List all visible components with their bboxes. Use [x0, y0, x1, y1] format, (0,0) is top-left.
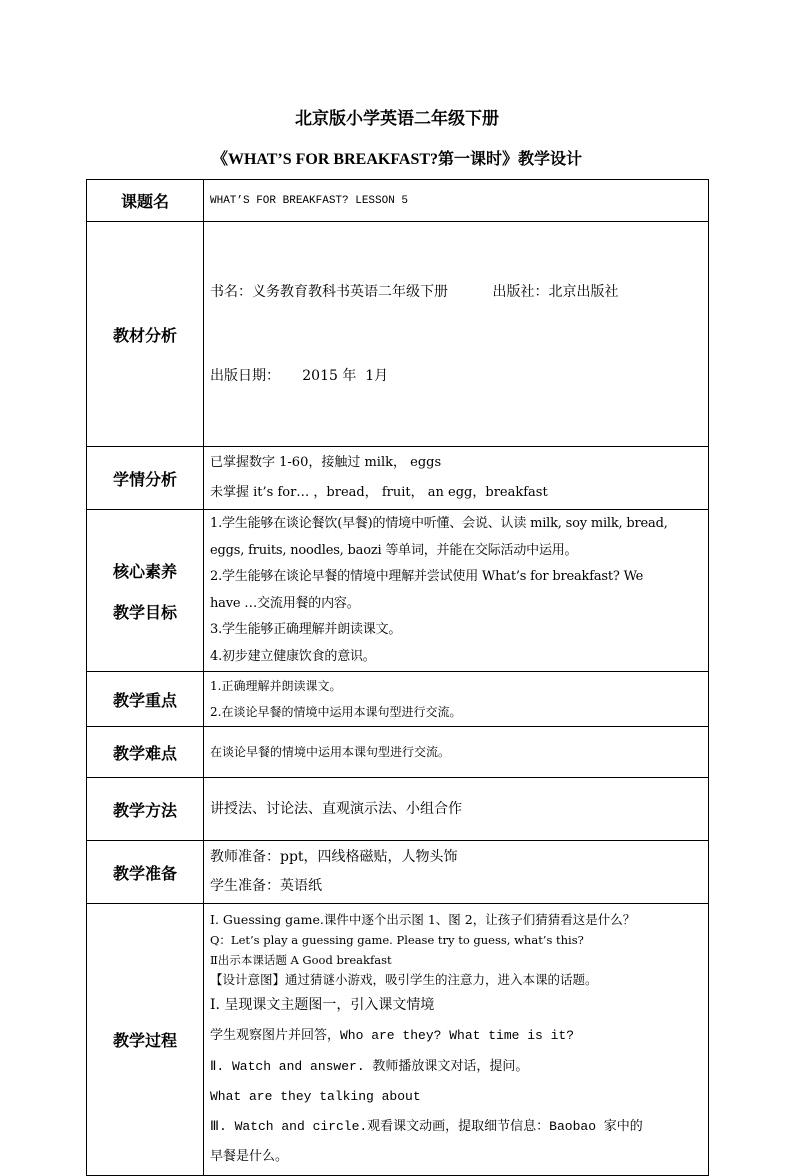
- row-label: 课题名: [87, 180, 204, 222]
- table-row: [87, 904, 709, 1176]
- row-label: 教学重点: [87, 672, 204, 727]
- row-content: 书名：义务教育教科书英语二年级下册 出版社：北京出版社 出版日期： 2015 年 1月: [204, 222, 709, 447]
- row-content: 讲授法、讨论法、直观演示法、小组合作: [204, 778, 709, 841]
- row-content: WHAT’S FOR BREAKFAST? LESSON 5: [204, 180, 709, 222]
- row-label: 教材分析: [87, 222, 204, 447]
- table-row: [87, 778, 709, 841]
- table-row: [87, 727, 709, 778]
- row-label: 教学过程: [87, 904, 204, 1176]
- row-label: 教学方法: [87, 778, 204, 841]
- table-row: [87, 447, 709, 510]
- table-row: [87, 672, 709, 727]
- row-content: 1.学生能够在谈论餐饮(早餐)的情境中听懂、会说、认读 milk, soy milk, bread, eggs, fruits, noodles, baozi 等单词，并能在交际活动中运用。 2.学生能够在谈论早餐的情境中理解并尝试使用 What’s for breakfast? We have …交流用餐的内容。 3.学生能够正确理解并朗读课文。 4.初步建立健康饮食的意识。: [204, 510, 709, 672]
- row-label: 学情分析: [87, 447, 204, 510]
- row-content: 1.正确理解并朗读课文。 2.在谈论早餐的情境中运用本课句型进行交流。: [204, 672, 709, 727]
- table-row: [87, 510, 709, 672]
- row-content: Ⅰ. Guessing game.课件中逐个出示图 1、图 2，让孩子们猜猜看这是什么？ Q：Let’s play a guessing game. Please try to guess, what’s this? Ⅱ出示本课话题 A Good breakfast 【设计意图】通过猜谜小游戏，吸引学生的注意力，进入本课的话题。 Ⅰ. 呈现课文主题图一，引入课文情境 学生观察图片并回答，Who are they? What time is it? Ⅱ. Watch and answer. 教师播放课文对话，提问。 What are they talking about Ⅲ. Watch and circle.观看课文动画，提取细节信息：Baobao 家中的 早餐是什么。: [204, 904, 709, 1176]
- row-label: 教学准备: [87, 841, 204, 904]
- lesson-plan-table: [86, 179, 709, 1176]
- row-content: 教师准备：ppt，四线格磁贴，人物头饰 学生准备：英语纸: [204, 841, 709, 904]
- row-label: 教学难点: [87, 727, 204, 778]
- row-content: 已掌握数字 1-60，接触过 milk， eggs 未掌握 it’s for… ，bread， fruit， an egg，breakfast: [204, 447, 709, 510]
- table-row: [87, 222, 709, 447]
- document-title: 北京版小学英语二年级下册: [295, 109, 499, 129]
- table-row: [87, 180, 709, 222]
- row-label: 核心素养 教学目标: [87, 510, 204, 672]
- table-row: [87, 841, 709, 904]
- document-subtitle: 《WHAT’S FOR BREAKFAST?第一课时》教学设计: [211, 151, 583, 168]
- row-content: 在谈论早餐的情境中运用本课句型进行交流。: [204, 727, 709, 778]
